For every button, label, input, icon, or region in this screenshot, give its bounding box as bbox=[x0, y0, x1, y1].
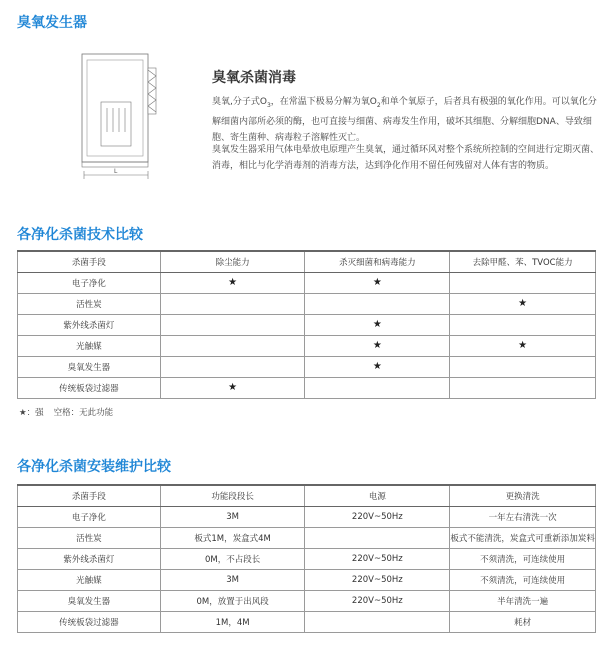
table-row bbox=[18, 272, 596, 293]
table-row bbox=[18, 590, 596, 611]
table-cell: 板式1M，炭盒式4M bbox=[160, 527, 305, 548]
table-cell: 耗材 bbox=[450, 611, 596, 632]
legend-blank: 空格：无此功能 bbox=[53, 408, 114, 418]
table-header: 去除甲醛、苯、TVOC能力 bbox=[450, 251, 596, 272]
table-cell bbox=[305, 611, 450, 632]
table-cell: 传统板袋过滤器 bbox=[18, 611, 161, 632]
table-row bbox=[18, 293, 596, 314]
table-cell: 3M bbox=[160, 569, 305, 590]
table-cell bbox=[160, 293, 305, 314]
table-cell: ★ bbox=[450, 293, 596, 314]
table-header: 杀菌手段 bbox=[18, 485, 161, 506]
table-cell: 220V~50Hz bbox=[305, 590, 450, 611]
table-cell: 传统板袋过滤器 bbox=[18, 377, 161, 398]
table-header: 电源 bbox=[305, 485, 450, 506]
table-header: 更换清洗 bbox=[450, 485, 596, 506]
table-cell bbox=[450, 377, 596, 398]
table-cell: 板式不能清洗，炭盒式可重新添加炭料 bbox=[450, 527, 596, 548]
table-header: 功能段段长 bbox=[160, 485, 305, 506]
table-cell: ★ bbox=[305, 272, 450, 293]
table-cell bbox=[305, 293, 450, 314]
table-cell: 电子净化 bbox=[18, 272, 161, 293]
table-cell: 半年清洗一遍 bbox=[450, 590, 596, 611]
table-cell: 光触媒 bbox=[18, 335, 161, 356]
table-cell: ★ bbox=[160, 272, 305, 293]
table-cell: 臭氧发生器 bbox=[18, 590, 161, 611]
table-header: 除尘能力 bbox=[160, 251, 305, 272]
table-row bbox=[18, 611, 596, 632]
table-cell bbox=[160, 335, 305, 356]
table-header-row bbox=[18, 251, 596, 272]
table-cell: ★ bbox=[305, 335, 450, 356]
table-cell: ★ bbox=[305, 314, 450, 335]
table-row bbox=[18, 527, 596, 548]
table-cell bbox=[450, 356, 596, 377]
maintenance-comparison-table bbox=[17, 484, 596, 633]
table-cell: 一年左右清洗一次 bbox=[450, 506, 596, 527]
table-cell bbox=[160, 314, 305, 335]
table-row bbox=[18, 569, 596, 590]
table-cell: 220V~50Hz bbox=[305, 506, 450, 527]
table-header: 杀菌手段 bbox=[18, 251, 161, 272]
table-row bbox=[18, 506, 596, 527]
table-legend bbox=[19, 406, 123, 418]
dimension-label: L bbox=[114, 168, 118, 175]
section-title-maintenance-comparison: 各净化杀菌安装维护比较 bbox=[17, 459, 171, 475]
table-cell: 220V~50Hz bbox=[305, 548, 450, 569]
table-cell: 3M bbox=[160, 506, 305, 527]
table-cell: 活性炭 bbox=[18, 527, 161, 548]
section-title-tech-comparison: 各净化杀菌技术比较 bbox=[17, 227, 143, 243]
table-cell: 紫外线杀菌灯 bbox=[18, 548, 161, 569]
table-cell: 不须清洗，可连续使用 bbox=[450, 548, 596, 569]
ozone-generator-diagram bbox=[70, 52, 170, 184]
table-cell bbox=[450, 272, 596, 293]
intro-title: 臭氧杀菌消毒 bbox=[212, 70, 296, 86]
table-row bbox=[18, 314, 596, 335]
table-cell bbox=[160, 356, 305, 377]
table-row bbox=[18, 377, 596, 398]
table-cell bbox=[305, 527, 450, 548]
table-cell: 220V~50Hz bbox=[305, 569, 450, 590]
table-cell: 活性炭 bbox=[18, 293, 161, 314]
table-cell: 0M，不占段长 bbox=[160, 548, 305, 569]
table-row bbox=[18, 356, 596, 377]
tech-comparison-table bbox=[17, 250, 596, 399]
table-cell: ★ bbox=[160, 377, 305, 398]
table-header-row bbox=[18, 485, 596, 506]
table-header: 杀灭细菌和病毒能力 bbox=[305, 251, 450, 272]
table-cell: ★ bbox=[305, 356, 450, 377]
intro-paragraph-1: 臭氧,分子式$O_3$，在常温下极易分解为氧$O_2$和单个氧原子，后者具有极强的氧化作用。可以氧化分解细菌内部所必须的酶，也可直接与细菌、病毒发生作用，破坏其细胞、分解细胞DNA、导致细胞、寄生菌种、病毒粒子溶解性灭亡。 bbox=[212, 97, 597, 143]
table-cell: ★ bbox=[450, 335, 596, 356]
table-cell: 紫外线杀菌灯 bbox=[18, 314, 161, 335]
legend-strong: ★：强 bbox=[19, 408, 44, 418]
table-row bbox=[18, 548, 596, 569]
table-cell: 电子净化 bbox=[18, 506, 161, 527]
table-cell: 1M，4M bbox=[160, 611, 305, 632]
section-title-ozone-generator: 臭氧发生器 bbox=[17, 15, 87, 31]
table-cell bbox=[450, 314, 596, 335]
table-row bbox=[18, 335, 596, 356]
table-cell: 光触媒 bbox=[18, 569, 161, 590]
table-cell: 0M，放置于出风段 bbox=[160, 590, 305, 611]
table-cell: 臭氧发生器 bbox=[18, 356, 161, 377]
table-cell: 不须清洗，可连续使用 bbox=[450, 569, 596, 590]
table-cell bbox=[305, 377, 450, 398]
intro-paragraph-2: 臭氧发生器采用气体电晕放电原理产生臭氧，通过循环风对整个系统所控制的空间进行定期灭菌、消毒，相比与化学消毒剂的消毒方法，达到净化作用不留任何残留对人体有害的物质。 bbox=[212, 145, 600, 171]
